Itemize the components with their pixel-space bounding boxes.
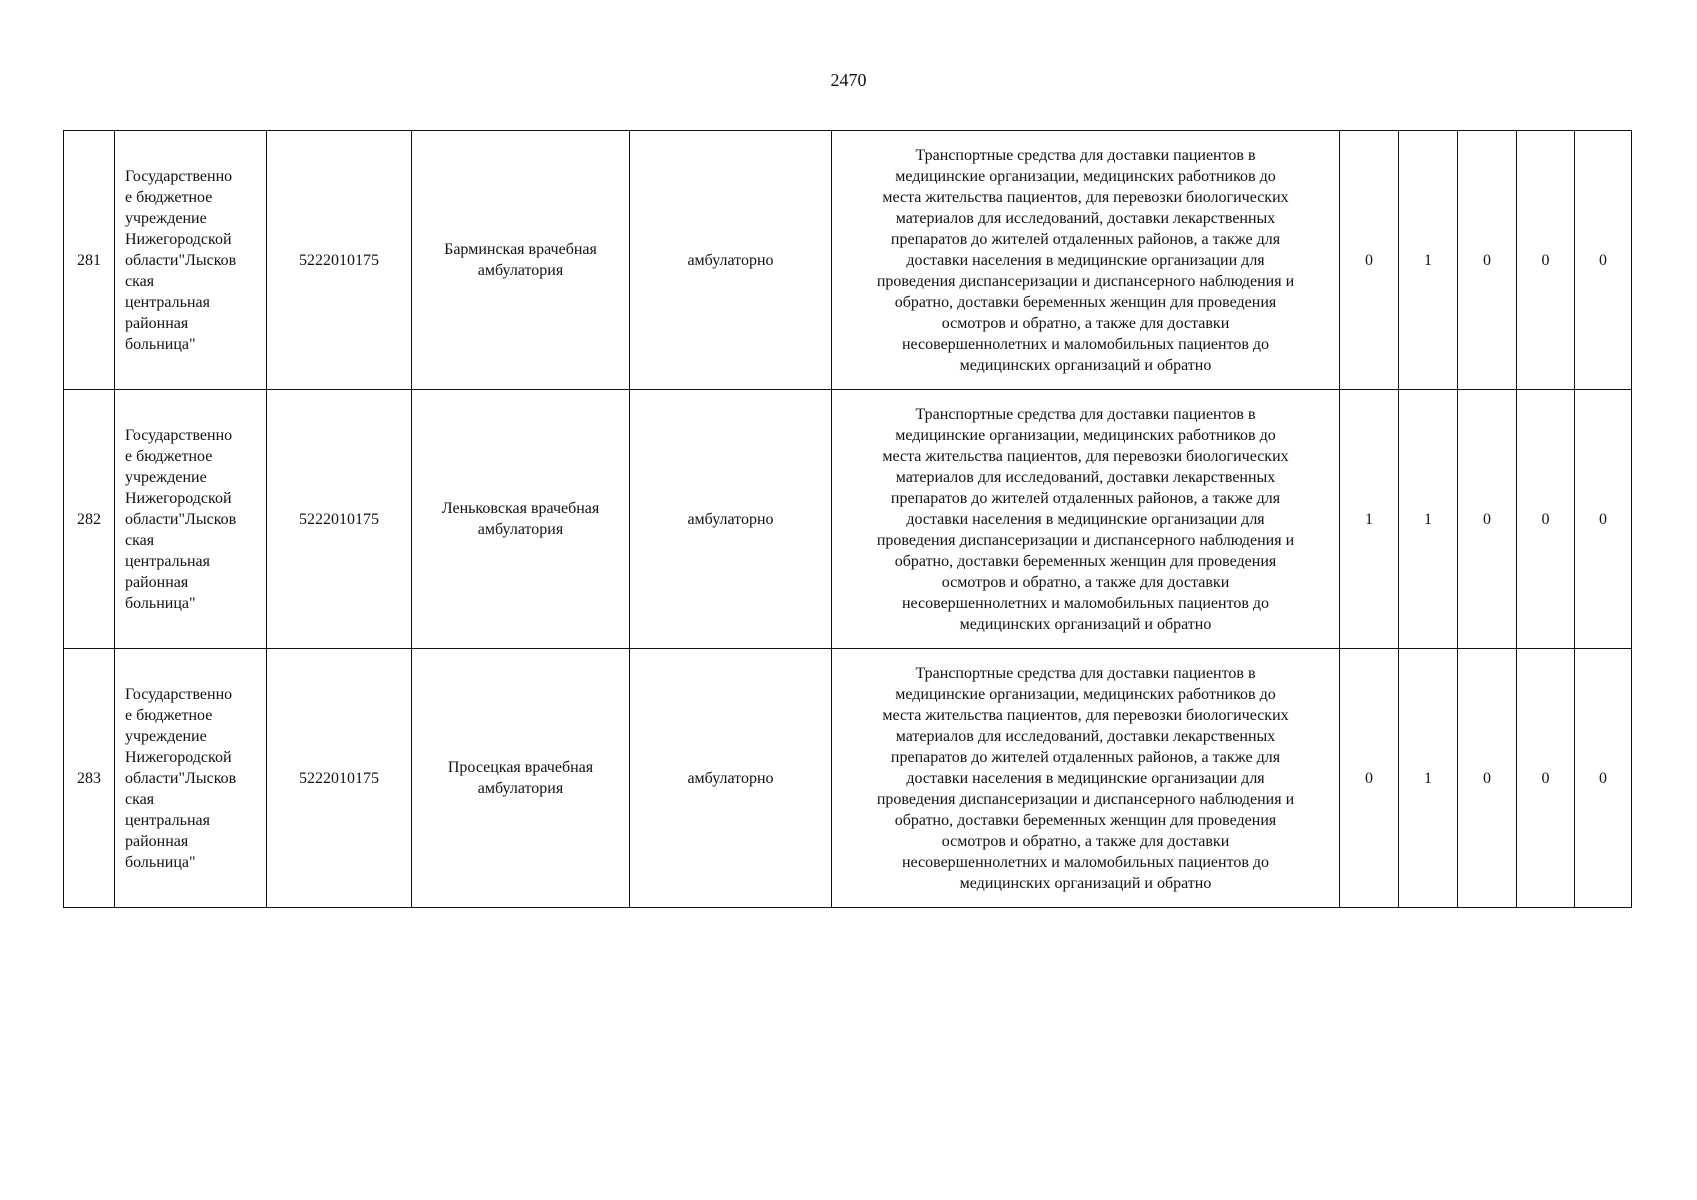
row-number: 282: [64, 390, 115, 649]
organization-name: Государственно е бюджетное учреждение Нижегородской области"Лысков ская центральная районная больница": [115, 390, 267, 649]
unit-name: Барминская врачебная амбулатория: [412, 131, 630, 390]
vehicle-purpose: Транспортные средства для доставки пациентов в медицинские организации, медицинских работников до места жительства пациентов, для перевозки биологических материалов для исследований, доставки лекарственных препаратов до жителей отдаленных районов, а также для доставки населения в медицинские организации для проведения диспансеризации и диспансерного наблюдения и обратно, доставки беременных женщин для проведения осмотров и обратно, а также для доставки несовершеннолетних и маломобильных пациентов до медицинских организаций и обратно: [832, 649, 1340, 908]
care-type: амбулаторно: [630, 649, 832, 908]
value-cell-3: 0: [1458, 131, 1517, 390]
value-cell-5: 0: [1575, 649, 1632, 908]
value-cell-3: 0: [1458, 390, 1517, 649]
value-cell-4: 0: [1517, 649, 1575, 908]
value-cell-5: 0: [1575, 131, 1632, 390]
vehicle-purpose: Транспортные средства для доставки пациентов в медицинские организации, медицинских работников до места жительства пациентов, для перевозки биологических материалов для исследований, доставки лекарственных препаратов до жителей отдаленных районов, а также для доставки населения в медицинские организации для проведения диспансеризации и диспансерного наблюдения и обратно, доставки беременных женщин для проведения осмотров и обратно, а также для доставки несовершеннолетних и маломобильных пациентов до медицинских организаций и обратно: [832, 131, 1340, 390]
vehicle-purpose: Транспортные средства для доставки пациентов в медицинские организации, медицинских работников до места жительства пациентов, для перевозки биологических материалов для исследований, доставки лекарственных препаратов до жителей отдаленных районов, а также для доставки населения в медицинские организации для проведения диспансеризации и диспансерного наблюдения и обратно, доставки беременных женщин для проведения осмотров и обратно, а также для доставки несовершеннолетних и маломобильных пациентов до медицинских организаций и обратно: [832, 390, 1340, 649]
care-type: амбулаторно: [630, 131, 832, 390]
value-cell-4: 0: [1517, 390, 1575, 649]
organization-name: Государственно е бюджетное учреждение Нижегородской области"Лысков ская центральная районная больница": [115, 131, 267, 390]
care-type: амбулаторно: [630, 390, 832, 649]
value-cell-2: 1: [1399, 649, 1458, 908]
value-cell-4: 0: [1517, 131, 1575, 390]
value-cell-5: 0: [1575, 390, 1632, 649]
value-cell-1: 1: [1340, 390, 1399, 649]
unit-name: Леньковская врачебная амбулатория: [412, 390, 630, 649]
value-cell-1: 0: [1340, 131, 1399, 390]
table-row: [64, 649, 1632, 908]
table-row: [64, 131, 1632, 390]
inn: 5222010175: [267, 649, 412, 908]
row-number: 283: [64, 649, 115, 908]
unit-name: Просецкая врачебная амбулатория: [412, 649, 630, 908]
value-cell-1: 0: [1340, 649, 1399, 908]
table-row: [64, 390, 1632, 649]
inn: 5222010175: [267, 390, 412, 649]
inn: 5222010175: [267, 131, 412, 390]
row-number: 281: [64, 131, 115, 390]
data-table: [63, 130, 1632, 908]
value-cell-3: 0: [1458, 649, 1517, 908]
value-cell-2: 1: [1399, 390, 1458, 649]
organization-name: Государственно е бюджетное учреждение Нижегородской области"Лысков ская центральная районная больница": [115, 649, 267, 908]
value-cell-2: 1: [1399, 131, 1458, 390]
page-number: 2470: [830, 70, 867, 90]
